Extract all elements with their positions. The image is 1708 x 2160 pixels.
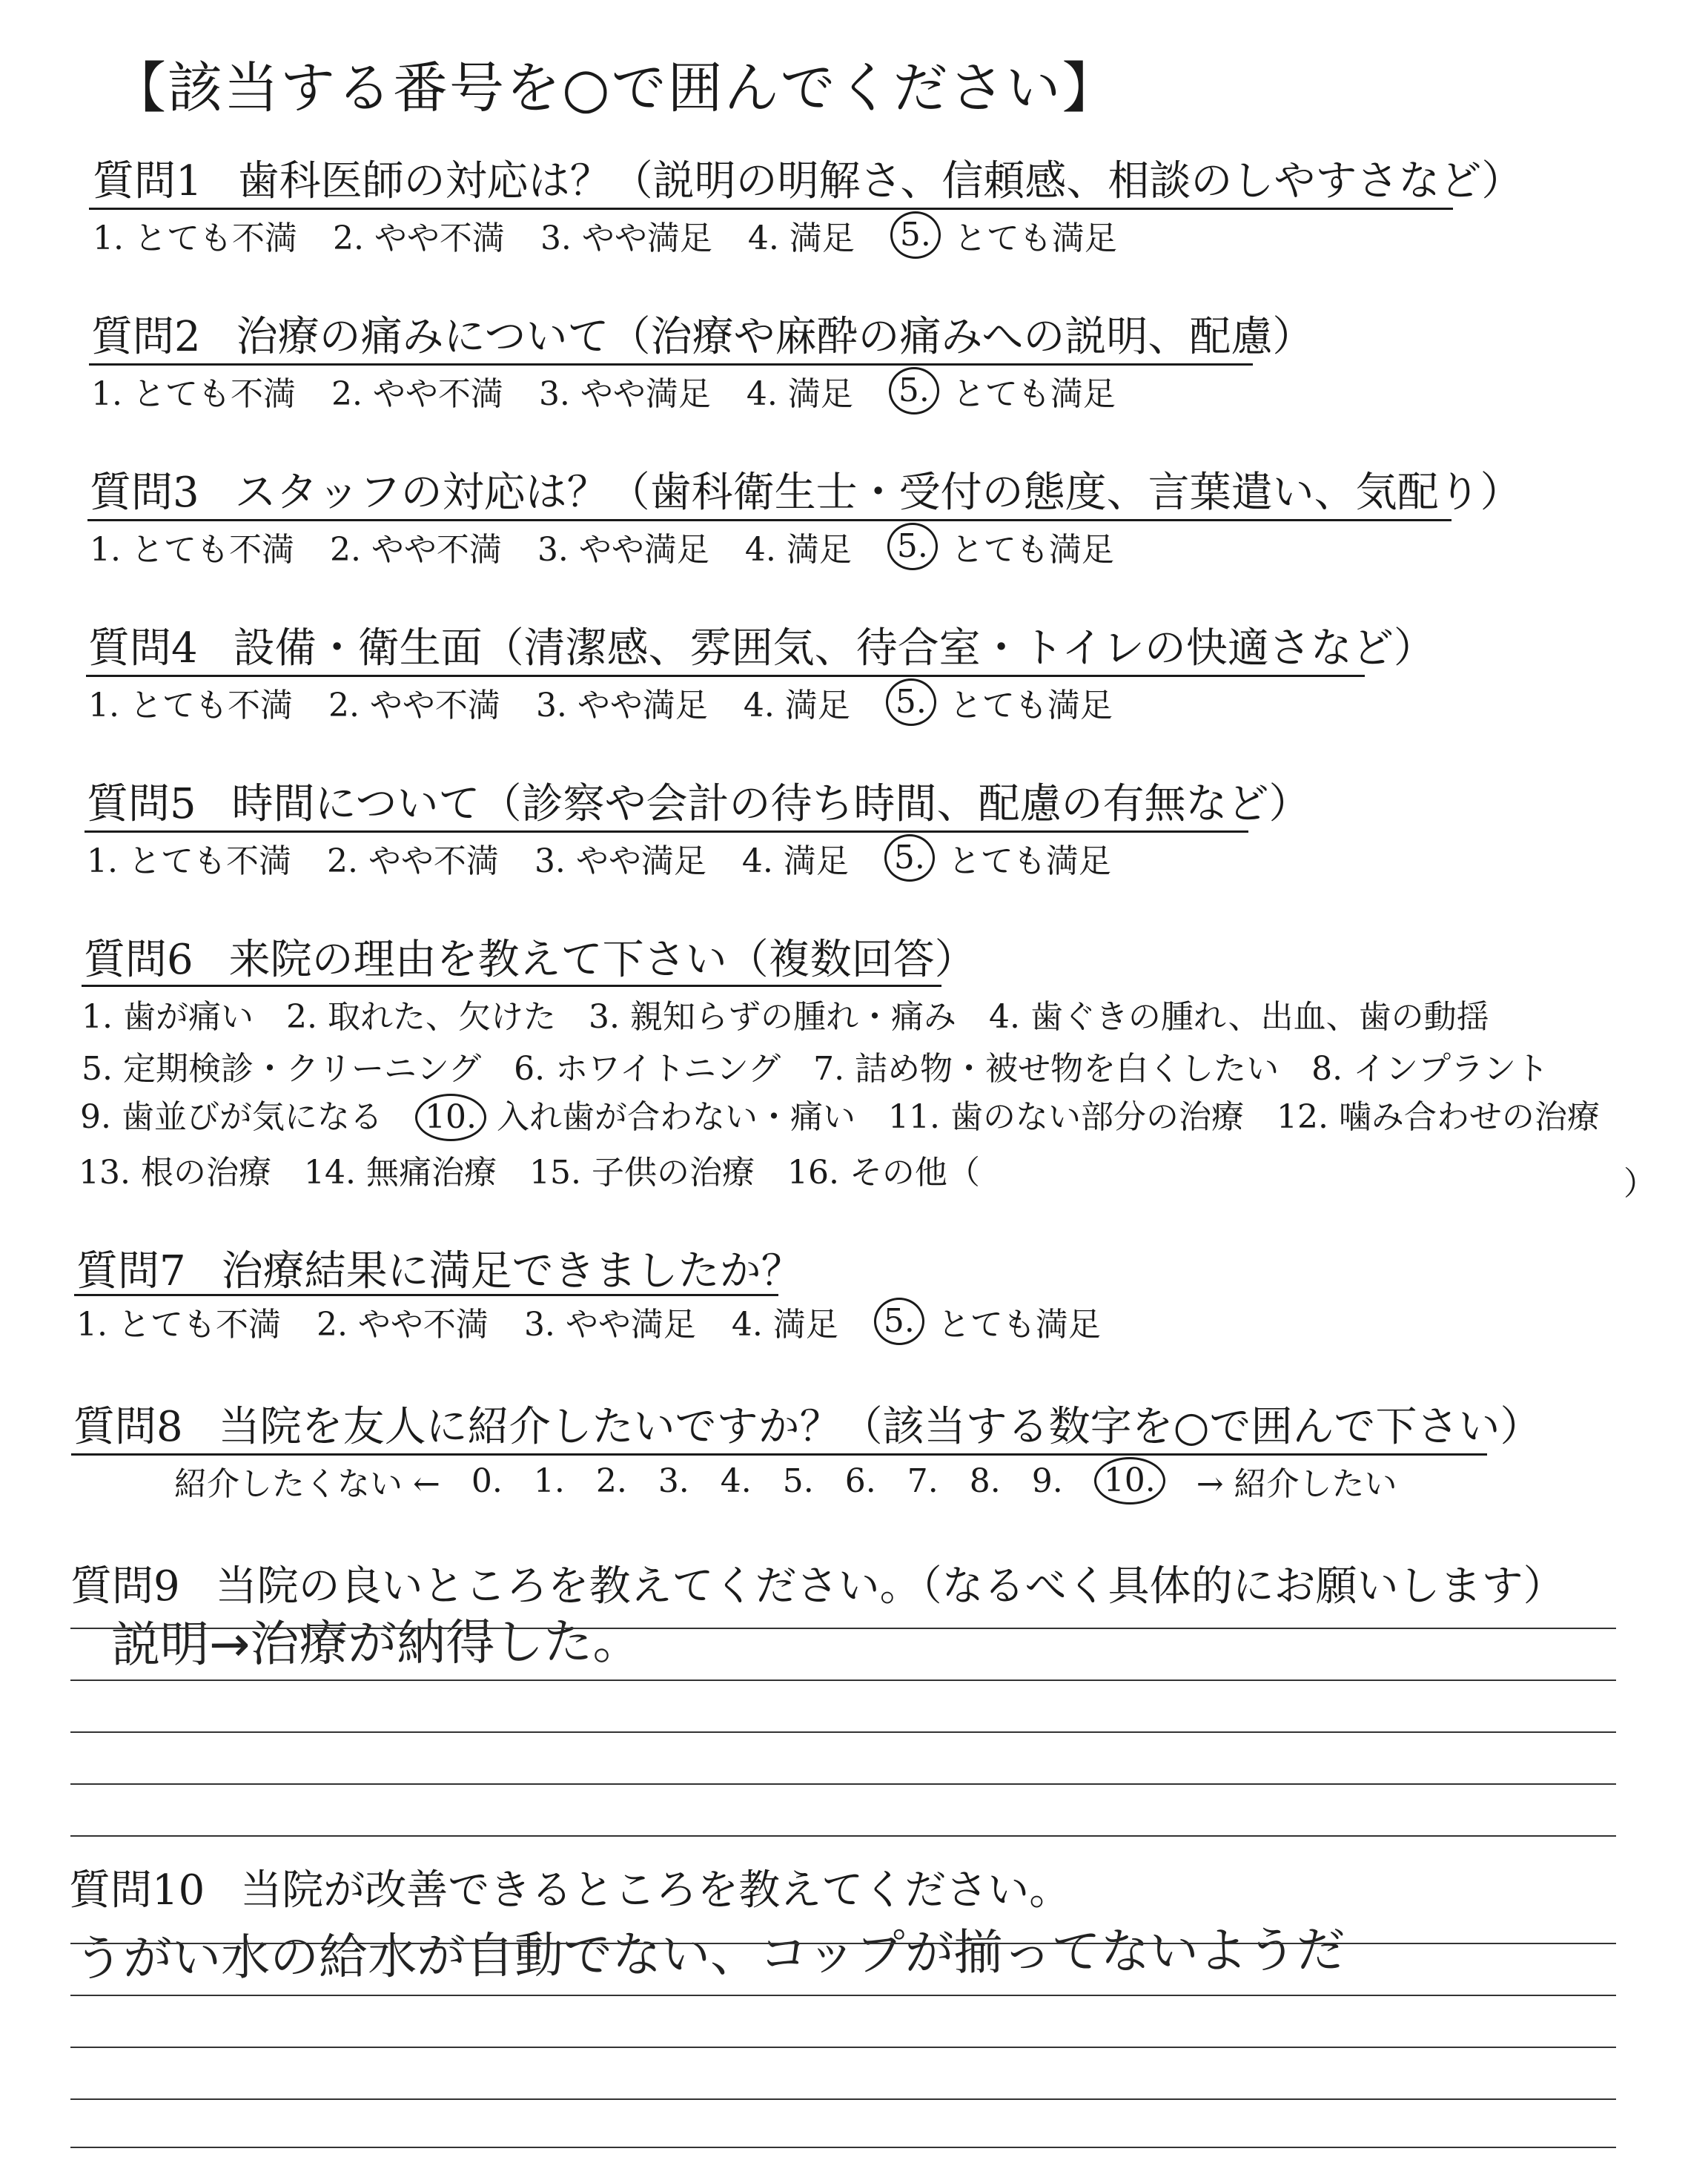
reason-1[interactable]: 1. 歯が痛い xyxy=(82,998,254,1036)
reason-8[interactable]: 8. インプラント xyxy=(1311,1050,1549,1088)
question-5 xyxy=(87,771,1311,830)
reason-7[interactable]: 7. 詰め物・被せ物を白くしたい xyxy=(813,1050,1280,1088)
question-underline xyxy=(87,519,1452,521)
reason-9[interactable]: 9. 歯並びが気になる xyxy=(80,1098,383,1136)
question-number: 質問2 xyxy=(91,313,201,361)
selected-circle: 5. xyxy=(874,1298,924,1345)
answer-line xyxy=(70,1835,1616,1837)
option-5[interactable]: 5. とても満足 xyxy=(889,367,1116,415)
option-1[interactable]: 1. とても不満 xyxy=(91,375,296,413)
answer-line xyxy=(70,1995,1616,1996)
option-1[interactable]: 1. とても不満 xyxy=(76,1306,281,1344)
question-text: 時間について（診察や会計の待ち時間、配慮の有無など） xyxy=(231,780,1311,828)
reason-row-4 xyxy=(79,1146,1013,1193)
option-2[interactable]: 2. やや不満 xyxy=(329,531,502,569)
option-5[interactable]: 5. とても満足 xyxy=(874,1298,1101,1345)
question-underline xyxy=(86,675,1365,677)
reason-3[interactable]: 3. 親知らずの腫れ・痛み xyxy=(588,998,956,1036)
reason-row-2 xyxy=(82,1042,1581,1089)
option-3[interactable]: 3. やや満足 xyxy=(538,375,711,413)
option-2[interactable]: 2. やや不満 xyxy=(331,375,503,413)
handwritten-answer-10[interactable]: うがい水の給水が自動でない、コップが揃ってないようだ xyxy=(73,1921,1345,1987)
scale-7[interactable]: 7. xyxy=(907,1462,939,1500)
answer-line xyxy=(70,2147,1616,2148)
reason-15[interactable]: 15. 子供の治療 xyxy=(529,1154,755,1192)
scale-1[interactable]: 1. xyxy=(533,1462,565,1500)
question-number: 質問3 xyxy=(90,469,199,517)
question-10 xyxy=(69,1857,1070,1917)
selected-circle: 5. xyxy=(889,367,939,415)
option-4[interactable]: 4. 満足 xyxy=(746,375,853,413)
question-8 xyxy=(73,1394,1542,1453)
rating-options xyxy=(93,211,1153,259)
question-number: 質問4 xyxy=(88,624,198,673)
question-text: 来院の理由を教えて下さい（複数回答） xyxy=(228,936,976,984)
selected-circle: 5. xyxy=(890,211,941,259)
rating-options xyxy=(91,367,1151,415)
scale-5[interactable]: 5. xyxy=(782,1462,814,1500)
question-underline xyxy=(71,1453,1487,1456)
question-underline xyxy=(89,363,1253,366)
scale-left-label: 紹介したくない ← xyxy=(174,1465,440,1503)
other-close-paren: ） xyxy=(1623,1165,1656,1203)
option-3[interactable]: 3. やや満足 xyxy=(523,1306,696,1344)
question-text: 治療結果に満足できましたか？ xyxy=(221,1247,803,1295)
question-number: 質問6 xyxy=(84,936,193,984)
answer-line xyxy=(70,1680,1616,1681)
selected-circle: 5. xyxy=(887,523,938,570)
selected-circle: 5. xyxy=(886,678,936,726)
question-underline xyxy=(89,208,1453,210)
question-6 xyxy=(84,927,976,986)
question-number: 質問7 xyxy=(76,1247,186,1295)
question-underline xyxy=(74,1294,778,1296)
question-underline xyxy=(85,830,1248,833)
question-text: 設備・衛生面（清潔感、雰囲気、待合室・トイレの快適さなど） xyxy=(233,624,1435,673)
question-7 xyxy=(76,1238,803,1298)
rating-options xyxy=(76,1298,1136,1345)
question-text: 歯科医師の対応は？（説明の明解さ、信頼感、相談のしやすさなど） xyxy=(237,157,1523,205)
option-4[interactable]: 4. 満足 xyxy=(744,531,852,569)
answer-line xyxy=(70,1628,1616,1629)
rating-options xyxy=(87,834,1147,882)
option-5[interactable]: 5. とても満足 xyxy=(886,678,1113,726)
question-number: 質問10 xyxy=(69,1866,205,1915)
option-3[interactable]: 3. やや満足 xyxy=(534,842,706,880)
scale-9[interactable]: 9. xyxy=(1031,1462,1063,1500)
question-underline xyxy=(82,985,941,987)
option-5[interactable]: 5. とても満足 xyxy=(884,834,1111,882)
option-2[interactable]: 2. やや不満 xyxy=(316,1306,489,1344)
option-1[interactable]: 1. とても不満 xyxy=(93,219,297,257)
option-1[interactable]: 1. とても不満 xyxy=(90,531,294,569)
question-1 xyxy=(93,148,1523,208)
scale-10-selected[interactable]: 10. xyxy=(1094,1457,1165,1505)
option-4[interactable]: 4. 満足 xyxy=(747,219,855,257)
rating-options xyxy=(88,678,1148,726)
option-2[interactable]: 2. やや不満 xyxy=(326,842,499,880)
reason-16[interactable]: 16. その他（ xyxy=(787,1154,980,1192)
answer-line xyxy=(70,1783,1616,1785)
option-3[interactable]: 3. やや満足 xyxy=(537,531,709,569)
reason-2[interactable]: 2. 取れた、欠けた xyxy=(285,998,556,1036)
answer-line xyxy=(70,2047,1616,2048)
answer-line xyxy=(70,2098,1616,2100)
question-number: 質問8 xyxy=(73,1403,183,1451)
reason-14[interactable]: 14. 無痛治療 xyxy=(303,1154,497,1192)
reason-row-3 xyxy=(80,1090,1632,1141)
option-5[interactable]: 5. とても満足 xyxy=(887,523,1114,570)
question-text: 当院を友人に紹介したいですか？（該当する数字を○で囲んで下さい） xyxy=(218,1403,1542,1451)
question-text: 治療の痛みについて（治療や麻酔の痛みへの説明、配慮） xyxy=(236,313,1314,361)
rating-options xyxy=(90,523,1150,570)
option-2[interactable]: 2. やや不満 xyxy=(332,219,505,257)
question-4 xyxy=(88,615,1435,675)
selected-circle: 5. xyxy=(884,834,935,882)
handwritten-answer-9[interactable]: 説明→治療が納得した。 xyxy=(110,1613,642,1674)
reason-10[interactable]: 10. 入れ歯が合わない・痛い xyxy=(415,1098,855,1136)
option-4[interactable]: 4. 満足 xyxy=(731,1306,838,1344)
scale-6[interactable]: 6. xyxy=(844,1462,876,1500)
scale-4[interactable]: 4. xyxy=(720,1462,752,1500)
question-text: 当院の良いところを教えてください。（なるべく具体的にお願いします） xyxy=(215,1562,1565,1611)
scale-8[interactable]: 8. xyxy=(969,1462,1001,1500)
option-5[interactable]: 5. とても満足 xyxy=(890,211,1117,259)
option-4[interactable]: 4. 満足 xyxy=(741,842,849,880)
option-4[interactable]: 4. 満足 xyxy=(743,687,850,724)
answer-line xyxy=(70,1943,1616,1944)
question-text: スタッフの対応は？（歯科衛生士・受付の態度、言葉遣い、気配り） xyxy=(234,469,1522,517)
reason-row-1 xyxy=(82,990,1522,1037)
option-1[interactable]: 1. とても不満 xyxy=(87,842,291,880)
question-2 xyxy=(91,304,1314,363)
reason-6[interactable]: 6. ホワイトニング xyxy=(514,1050,781,1088)
reason-5[interactable]: 5. 定期検診・クリーニング xyxy=(82,1050,482,1088)
scale-3[interactable]: 3. xyxy=(658,1462,689,1500)
question-3 xyxy=(90,460,1522,519)
reason-12[interactable]: 12. 噛み合わせの治療 xyxy=(1276,1098,1600,1136)
question-text: 当院が改善できるところを教えてください。 xyxy=(240,1866,1071,1915)
recommend-scale xyxy=(174,1457,1429,1505)
scale-2[interactable]: 2. xyxy=(595,1462,627,1500)
page-title: 【該当する番号を○で囲んでください】 xyxy=(111,56,1119,120)
reason-11[interactable]: 11. 歯のない部分の治療 xyxy=(887,1098,1244,1136)
option-2[interactable]: 2. やや不満 xyxy=(328,687,500,724)
option-3[interactable]: 3. やや満足 xyxy=(535,687,708,724)
scale-0[interactable]: 0. xyxy=(471,1462,503,1500)
question-number: 質問5 xyxy=(87,780,196,828)
question-number: 質問9 xyxy=(70,1562,180,1611)
option-1[interactable]: 1. とても不満 xyxy=(88,687,293,724)
option-3[interactable]: 3. やや満足 xyxy=(540,219,712,257)
question-number: 質問1 xyxy=(93,157,202,205)
reason-13[interactable]: 13. 根の治療 xyxy=(79,1154,271,1192)
scale-right-label: → 紹介したい xyxy=(1196,1465,1397,1503)
selected-circle: 10. xyxy=(415,1094,486,1141)
answer-line xyxy=(70,1731,1616,1733)
reason-4[interactable]: 4. 歯ぐきの腫れ、出血、歯の動揺 xyxy=(988,998,1489,1036)
